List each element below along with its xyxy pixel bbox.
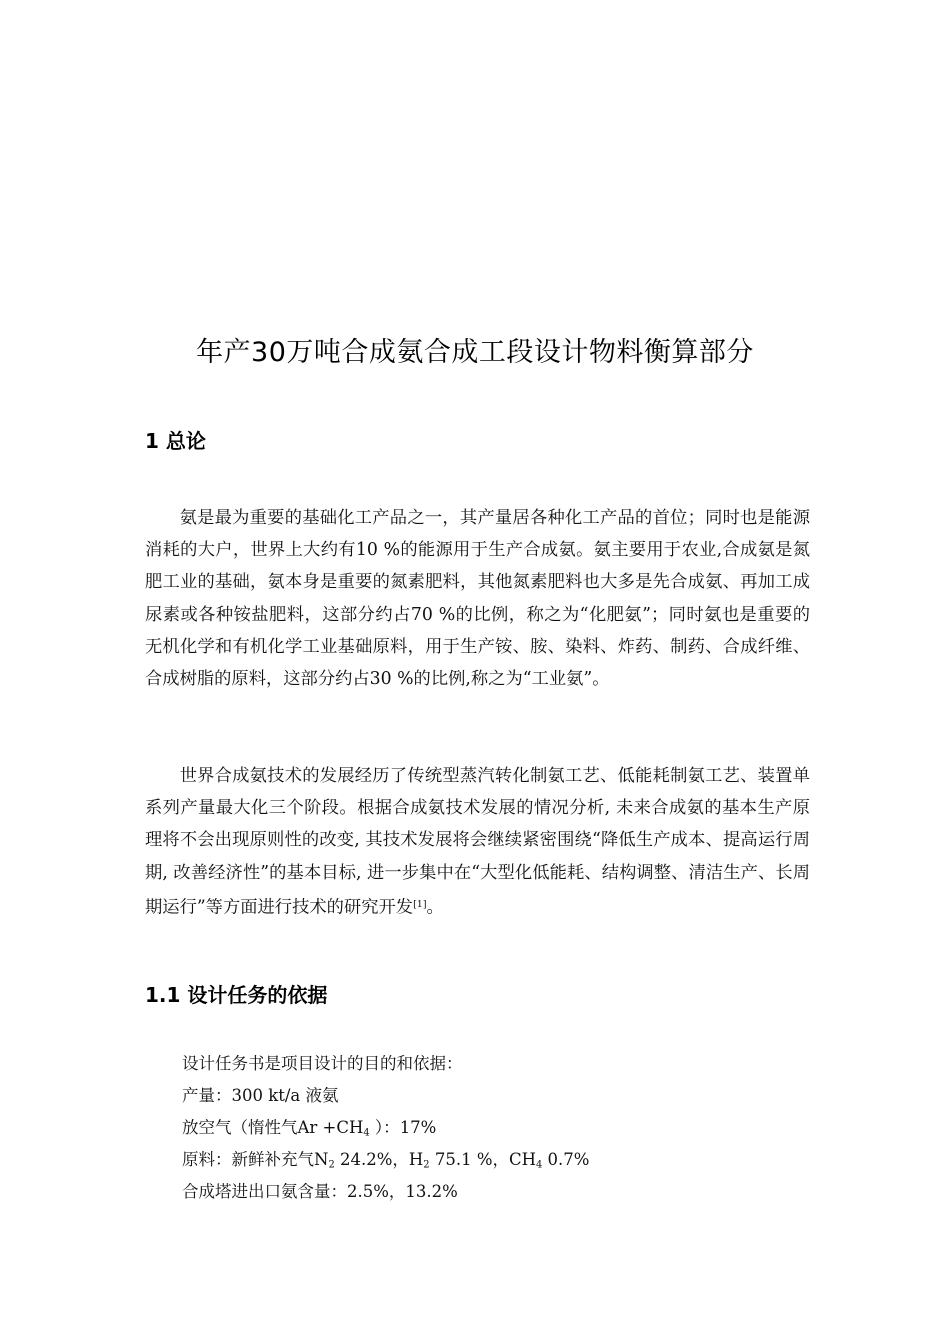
output-value: 300 kt/a 液氨: [231, 1086, 339, 1105]
list-item-feed-gas: [182, 1144, 822, 1176]
ammonia-content-value: 2.5%，13.2%: [347, 1182, 458, 1201]
list-item-intro: 设计任务书是项目设计的目的和依据：: [182, 1054, 463, 1073]
feed-h2-value: 75.1 %，CH: [429, 1150, 537, 1169]
paragraph-technology-development: [145, 760, 810, 924]
section-heading-overview: 1 总论: [145, 429, 206, 453]
feed-label: 原料：新鲜补充气N: [182, 1150, 329, 1169]
paragraph-technology-text: 世界合成氨技术的发展经历了传统型蒸汽转化制氨工艺、低能耗制氨工艺、装置单系列产量最大化三个阶段。根据合成氨技术发展的情况分析, 未来合成氨的基本生产原理将不会出现原则性的改变, 其技术发展将会继续紧密围绕“降低生产成本、提高运行周期, 改善经济性”的基本目标, 进一步集中在“大型化低能耗、结构调整、清洁生产、长周期运行”等方面进行技术的研究开发: [145, 766, 810, 918]
feed-n2-subscript: 2: [328, 1159, 335, 1171]
purge-label: 放空气（惰性气Ar +CH: [182, 1118, 364, 1137]
list-item-purge-gas: [182, 1112, 822, 1144]
feed-ch4-value: 0.7%: [542, 1150, 590, 1169]
section-heading-design-basis: 1.1 设计任务的依据: [145, 983, 328, 1007]
list-item-ammonia-content: [182, 1176, 822, 1208]
paragraph-end-punctuation: 。: [426, 897, 444, 918]
ammonia-content-label: 合成塔进出口氨含量：: [182, 1182, 347, 1201]
purge-value: 17%: [399, 1118, 437, 1137]
purge-close: ）：: [369, 1118, 400, 1137]
output-label: 产量：: [182, 1086, 232, 1105]
purge-ch4-subscript: 4: [363, 1127, 370, 1139]
document-title: 年产30万吨合成氨合成工段设计物料衡算部分: [196, 337, 754, 368]
design-basis-list: [182, 1048, 822, 1208]
feed-h2-subscript: 2: [423, 1159, 430, 1171]
feed-ch4-subscript: 4: [536, 1159, 543, 1171]
reference-marker: [1]: [413, 898, 427, 910]
paragraph-ammonia-importance: 氨是最为重要的基础化工产品之一，其产量居各种化工产品的首位；同时也是能源消耗的大户，世界上大约有10 %的能源用于生产合成氨。氨主要用于农业,合成氨是氮肥工业的基础，氨本身是重要的氮素肥料，其他氮素肥料也大多是先合成氨、再加工成尿素或各种铵盐肥料，这部分约占70 %的比例，称之为“化肥氨”；同时氨也是重要的无机化学和有机化学工业基础原料，用于生产铵、胺、染料、炸药、制药、合成纤维、合成树脂的原料，这部分约占30 %的比例,称之为“工业氨”。: [145, 508, 810, 690]
list-item-output: [182, 1080, 822, 1112]
feed-n2-value: 24.2%，H: [334, 1150, 424, 1169]
